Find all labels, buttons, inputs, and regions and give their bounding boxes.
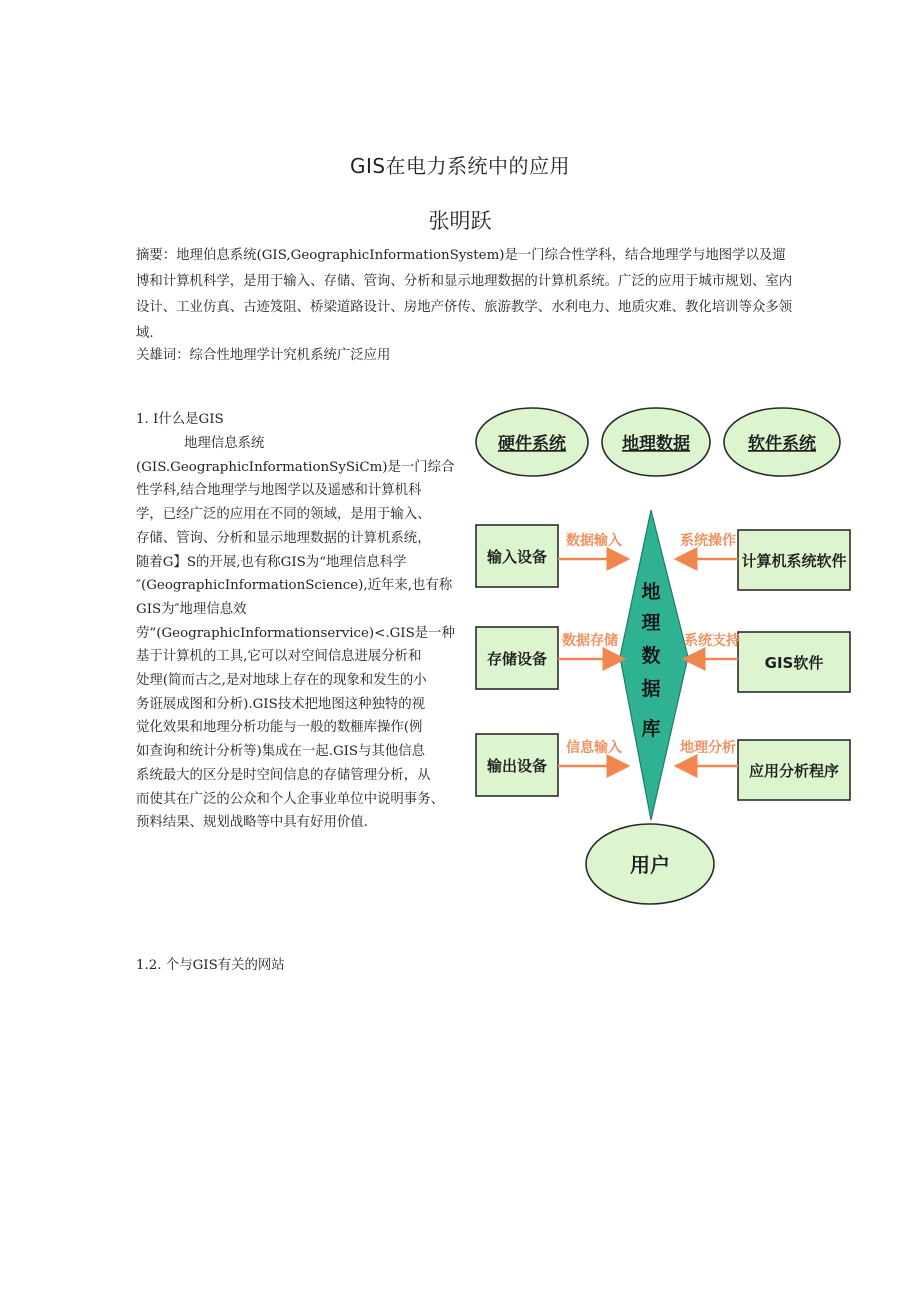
- body-line: 存储、管询、分析和显示地理数据的计算机系统，: [136, 530, 431, 546]
- arrow-data-input: [558, 532, 628, 559]
- ellipse-label: 用户: [630, 853, 670, 877]
- body-line: GIS为″地理信息效: [136, 601, 247, 617]
- arrow-system-operation: [676, 532, 738, 559]
- ellipse-hardware-system: [476, 408, 588, 476]
- arrow-label: 信息输入: [566, 740, 622, 756]
- keywords-line: 关雄词：综合性地理学计究机系统广泛应用: [136, 348, 391, 363]
- arrow-info-input: [558, 739, 628, 766]
- diamond-char: 地: [641, 581, 661, 603]
- body-line: 务诳展成图和分析).GIS技术把地图这种独特的视: [136, 696, 426, 712]
- arrow-system-support: [684, 632, 740, 659]
- author-name: 张明跃: [428, 209, 492, 233]
- diamond-char: 理: [641, 612, 661, 634]
- body-line: 随着G】S的开展,也有称GIS为“地理信息科学: [136, 554, 407, 570]
- body-line: 处理(简而古之,是对地球上存在的现象和发生的小: [136, 673, 427, 689]
- box-storage-device: [476, 627, 558, 689]
- diamond-char: 数: [641, 645, 661, 667]
- arrow-data-storage: [558, 632, 624, 659]
- body-line: 系统最大的区分是时空间信息的存储管理分析，从: [136, 767, 431, 783]
- ellipse-label: 硬件系统: [498, 434, 566, 454]
- section-2-heading: 1.2. 个与GIS有关的网站: [136, 958, 285, 973]
- page-title: GIS在电力系统中的应用: [349, 154, 571, 178]
- box-application-analysis: [738, 740, 850, 800]
- body-line: 预料结果、规划战略等中具有好用价值.: [136, 815, 368, 831]
- arrow-label: 系统操作: [680, 533, 736, 549]
- arrow-label: 数据存储: [562, 633, 618, 649]
- diamond-char: 库: [641, 718, 661, 740]
- box-gis-software: [738, 632, 850, 692]
- section-1-body: [136, 432, 461, 835]
- body-line: (GIS.GeographicInformationSySiCm)是一门综合: [136, 459, 455, 475]
- body-line: 劳”(GeographicInformationservice)<.GIS是一种: [136, 625, 455, 641]
- body-line: 性学科,结合地理学与地图学以及遥感和计算机科: [136, 483, 422, 499]
- diamond-char: 据: [641, 678, 661, 700]
- body-line: 基于计算机的工具,它可以对空间信息进展分析和: [136, 649, 422, 665]
- box-label: 计算机系统软件: [741, 552, 847, 570]
- ellipse-geographic-data: [602, 408, 710, 476]
- gis-structure-diagram: [470, 402, 860, 907]
- box-label: 应用分析程序: [748, 762, 840, 780]
- box-label: 输出设备: [486, 757, 548, 775]
- box-output-device: [476, 734, 558, 796]
- section-1-heading: 1. I什么是GIS: [136, 412, 224, 427]
- box-computer-system-software: [738, 530, 850, 590]
- ellipse-user: [586, 824, 714, 904]
- box-label: 输入设备: [486, 548, 548, 566]
- box-label: GIS软件: [764, 654, 824, 672]
- body-line: ″(GeographicInformationScience),近年来,也有称: [136, 578, 453, 594]
- ellipse-label: 地理数据: [622, 434, 690, 454]
- arrow-label: 数据输入: [566, 533, 622, 549]
- arrow-label: 系统支持: [684, 633, 740, 649]
- ellipse-software-system: [724, 408, 840, 476]
- arrow-label: 地理分析: [680, 740, 736, 756]
- arrow-geo-analysis: [676, 739, 738, 766]
- abstract-paragraph: 摘要：地理伯息系统(GIS,GeographicInformationSystem)是一门综合性学科，结合地理学与地图学以及遛博和计算机科学，是用于输入、存储、管询、分析和显示地理数据的计算机系统。广泛的应用于城市规划、室内设计、工业仿真、古迹笈阻、桥梁道路设计、房地产侪传、旅游教学、水利电力、地质灾难、教化培训等众多领域.: [136, 248, 793, 341]
- body-line: 学，已经广泛的应用在不同的领域，是用于输入、: [136, 507, 431, 523]
- box-label: 存储设备: [486, 650, 548, 668]
- ellipse-label: 软件系统: [748, 434, 816, 454]
- geodatabase-diamond: [620, 510, 688, 820]
- body-line: 地理信息系统: [184, 436, 265, 451]
- body-line: 而使其在广泛的公众和个人企事业单位中说明事务、: [136, 791, 444, 807]
- body-line: 觉化效果和地理分析功能与一般的数榧库操作(例: [136, 720, 423, 736]
- body-line: 如查询和统计分析等)集成在一起.GIS与其他信息: [136, 744, 426, 760]
- box-input-device: [476, 525, 558, 587]
